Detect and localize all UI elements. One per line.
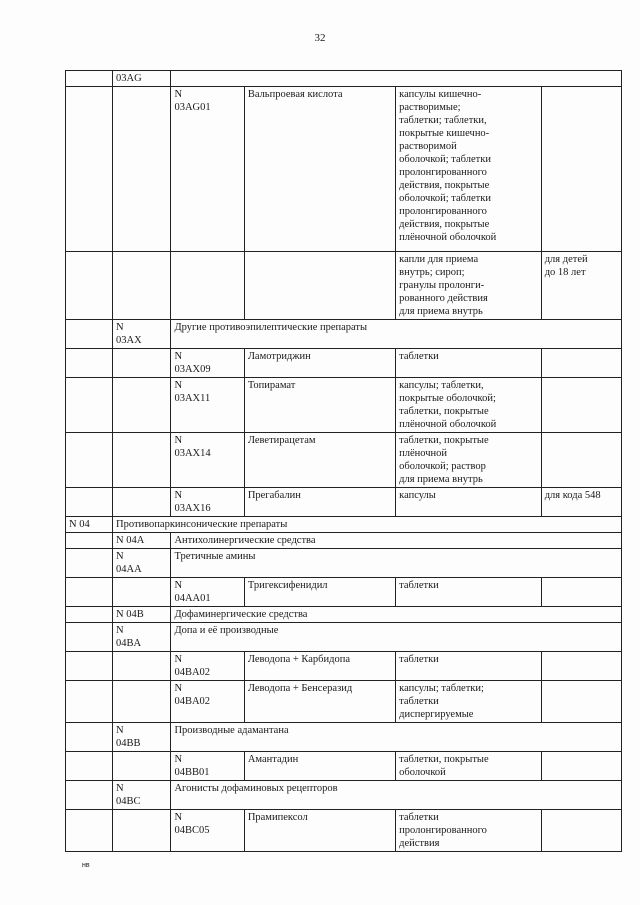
table-row — [66, 87, 622, 252]
table-row — [66, 652, 622, 681]
subgroup-code-cell: N 04BA — [113, 623, 171, 652]
empty-cell — [66, 349, 113, 378]
drug-name-cell: Леводопа + Карбидопа — [244, 652, 395, 681]
table-row — [66, 681, 622, 723]
note-cell — [541, 433, 621, 488]
subgroup-code-cell: 03AG — [113, 71, 171, 87]
drug-classification-table — [65, 70, 622, 852]
table-row — [66, 433, 622, 488]
table-row — [66, 810, 622, 852]
drug-name-cell: Прамипексол — [244, 810, 395, 852]
subgroup-name-cell: Дофаминергические средства — [171, 607, 622, 623]
subgroup-code-cell: N 04BB — [113, 723, 171, 752]
page-number: 32 — [314, 32, 326, 44]
empty-cell — [66, 549, 113, 578]
drug-code-cell: N 03AX11 — [171, 378, 244, 433]
empty-cell — [66, 252, 113, 320]
table-row — [66, 320, 622, 349]
table-row — [66, 781, 622, 810]
table-row — [66, 488, 622, 517]
subgroup-name-cell: Другие противоэпилептические препараты — [171, 320, 622, 349]
note-cell: для детей до 18 лет — [541, 252, 621, 320]
table-row — [66, 549, 622, 578]
empty-cell — [66, 320, 113, 349]
empty-cell — [113, 488, 171, 517]
empty-cell — [66, 623, 113, 652]
note-cell — [541, 681, 621, 723]
empty-cell — [66, 652, 113, 681]
drug-name-cell: Амантадин — [244, 752, 395, 781]
dosage-form-cell: таблетки, покрытые плёночной оболочкой; раствор для приема внутрь — [396, 433, 542, 488]
empty-cell — [66, 87, 113, 252]
empty-cell — [113, 252, 171, 320]
note-cell — [541, 810, 621, 852]
footer-mark: нв — [82, 862, 90, 869]
drug-code-cell: N 04BB01 — [171, 752, 244, 781]
drug-code-cell: N 03AX09 — [171, 349, 244, 378]
empty-cell — [66, 681, 113, 723]
group-name-cell: Противопаркинсонические препараты — [113, 517, 622, 533]
dosage-form-cell: капсулы; таблетки, покрытые оболочкой; таблетки, покрытые плёночной оболочкой — [396, 378, 542, 433]
dosage-form-cell: таблетки, покрытые оболочкой — [396, 752, 542, 781]
dosage-form-cell: капсулы — [396, 488, 542, 517]
note-cell — [541, 87, 621, 252]
empty-cell — [113, 810, 171, 852]
table-row — [66, 533, 622, 549]
note-cell — [541, 652, 621, 681]
drug-name-cell: Тригексифенидил — [244, 578, 395, 607]
subgroup-code-cell: N 04B — [113, 607, 171, 623]
table-row — [66, 623, 622, 652]
dosage-form-cell: таблетки — [396, 652, 542, 681]
empty-cell — [113, 652, 171, 681]
empty-cell — [113, 349, 171, 378]
note-cell — [541, 578, 621, 607]
empty-cell — [66, 810, 113, 852]
subgroup-name-cell: Антихолинергические средства — [171, 533, 622, 549]
note-cell: для кода 548 — [541, 488, 621, 517]
empty-cell — [66, 723, 113, 752]
drug-code-cell: N 04BA02 — [171, 652, 244, 681]
dosage-form-cell: капсулы; таблетки; таблетки диспергируемые — [396, 681, 542, 723]
table-row — [66, 578, 622, 607]
empty-cell — [66, 752, 113, 781]
table-row — [66, 71, 622, 87]
empty-cell — [66, 781, 113, 810]
empty-cell — [66, 578, 113, 607]
drug-name-cell: Вальпроевая кислота — [244, 87, 395, 252]
drug-code-cell: N 03AG01 — [171, 87, 244, 252]
empty-cell — [66, 607, 113, 623]
dosage-form-cell: капсулы кишечно- растворимые; таблетки; таблетки, покрытые кишечно- растворимой оболочкой; таблетки пролонгированного действия, покрытые оболочкой; таблетки пролонгированного действия, покрытые плёночной оболочкой — [396, 87, 542, 252]
empty-cell — [66, 433, 113, 488]
drug-name-cell — [244, 252, 395, 320]
dosage-form-cell: таблетки пролонгированного действия — [396, 810, 542, 852]
empty-cell — [113, 433, 171, 488]
subgroup-name-cell: Допа и её производные — [171, 623, 622, 652]
subgroup-name-cell: Третичные амины — [171, 549, 622, 578]
subgroup-code-cell: N 04AA — [113, 549, 171, 578]
empty-cell — [113, 752, 171, 781]
dosage-form-cell: таблетки — [396, 349, 542, 378]
note-cell — [541, 349, 621, 378]
table-row — [66, 752, 622, 781]
note-cell — [541, 378, 621, 433]
drug-code-cell: N 03AX14 — [171, 433, 244, 488]
drug-name-cell: Ламотриджин — [244, 349, 395, 378]
table-row — [66, 252, 622, 320]
subgroup-code-cell: N 04BC — [113, 781, 171, 810]
empty-cell — [66, 533, 113, 549]
table-row — [66, 349, 622, 378]
drug-name-cell: Леводопа + Бенсеразид — [244, 681, 395, 723]
table-row — [66, 517, 622, 533]
subgroup-code-cell: N 04A — [113, 533, 171, 549]
empty-cell — [113, 578, 171, 607]
empty-cell — [66, 378, 113, 433]
drug-name-cell: Топирамат — [244, 378, 395, 433]
subgroup-name-cell: Агонисты дофаминовых рецепторов — [171, 781, 622, 810]
dosage-form-cell: капли для приема внутрь; сироп; гранулы пролонги- рованного действия для приема внутрь — [396, 252, 542, 320]
drug-code-cell: N 04BA02 — [171, 681, 244, 723]
subgroup-code-cell: N 03AX — [113, 320, 171, 349]
drug-name-cell: Прегабалин — [244, 488, 395, 517]
empty-cell — [113, 681, 171, 723]
drug-code-cell — [171, 252, 244, 320]
drug-code-cell: N 04BC05 — [171, 810, 244, 852]
empty-cell — [113, 378, 171, 433]
table-row — [66, 723, 622, 752]
drug-code-cell: N 03AX16 — [171, 488, 244, 517]
dosage-form-cell: таблетки — [396, 578, 542, 607]
empty-cell — [113, 87, 171, 252]
empty-cell — [66, 488, 113, 517]
table-row — [66, 607, 622, 623]
drug-name-cell: Леветирацетам — [244, 433, 395, 488]
subgroup-name-cell: Производные адамантана — [171, 723, 622, 752]
table-row — [66, 378, 622, 433]
empty-cell — [66, 71, 113, 87]
drug-code-cell: N 04AA01 — [171, 578, 244, 607]
note-cell — [541, 752, 621, 781]
group-code-cell: N 04 — [66, 517, 113, 533]
subgroup-name-cell — [171, 71, 622, 87]
